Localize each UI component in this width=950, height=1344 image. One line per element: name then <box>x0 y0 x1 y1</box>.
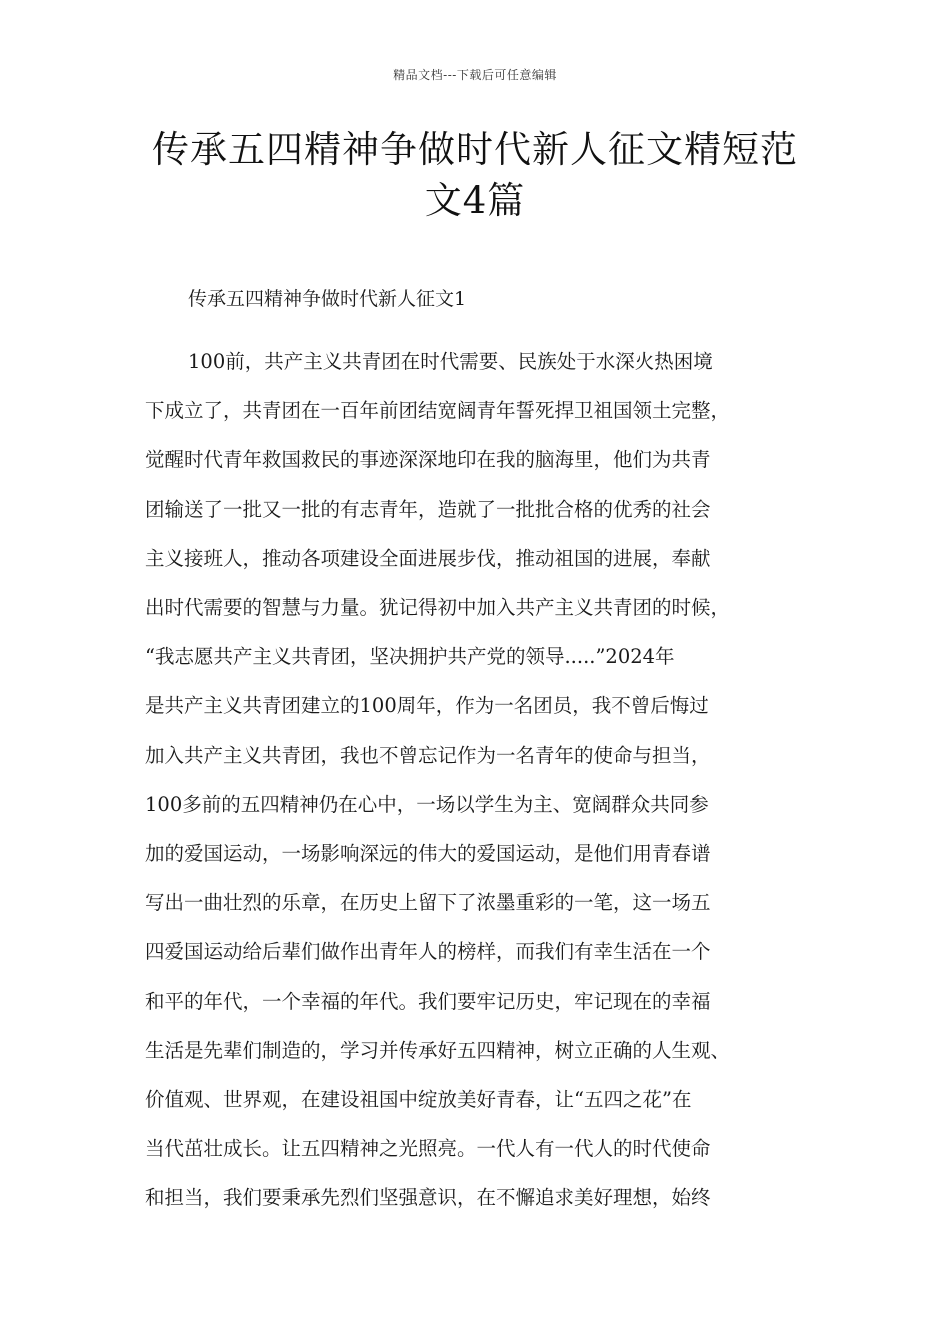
paragraph-line: 和担当，我们要秉承先烈们坚强意识，在不懈追求美好理想，始终 <box>145 1186 711 1210</box>
paragraph-line: 写出一曲壮烈的乐章，在历史上留下了浓墨重彩的一笔，这一场五 <box>145 891 711 915</box>
paragraph-line: 出时代需要的智慧与力量。犹记得初中加入共产主义共青团的时候， <box>145 596 731 620</box>
paragraph-line: 四爱国运动给后辈们做作出青年人的榜样，而我们有幸生活在一个 <box>145 940 711 964</box>
section-title: 传承五四精神争做时代新人征文1 <box>188 288 467 310</box>
paragraph-line: 是共产主义共青团建立的100周年，作为一名团员，我不曾后悔过 <box>145 694 709 718</box>
paragraph-line: 团输送了一批又一批的有志青年，造就了一批批合格的优秀的社会 <box>145 497 711 521</box>
paragraph-line: 价值观、世界观，在建设祖国中绽放美好青春，让“五四之花”在 <box>145 1088 692 1112</box>
paragraph-line: 100多前的五四精神仍在心中，一场以学生为主、宽阔群众共同参 <box>145 792 709 816</box>
paragraph-line: 100前，共产主义共青团在时代需要、民族处于水深火热困境 <box>188 350 713 373</box>
title-line-1: 传承五四精神争做时代新人征文精短范 <box>152 128 798 171</box>
title-line-2: 文4篇 <box>424 179 526 222</box>
paragraph-line: 主义接班人，推动各项建设全面进展步伐，推动祖国的进展，奉献 <box>145 546 711 570</box>
header-note: 精品文档---下载后可任意编辑 <box>393 68 557 82</box>
paragraph-line: “我志愿共产主义共青团，坚决拥护共产党的领导.....”2024年 <box>145 645 675 669</box>
paragraph-line: 加入共产主义共青团，我也不曾忘记作为一名青年的使命与担当， <box>145 743 711 767</box>
document-title <box>120 124 830 226</box>
paragraph-line: 加的爱国运动，一场影响深远的伟大的爱国运动，是他们用青春谱 <box>145 842 711 866</box>
paragraph-line: 生活是先辈们制造的，学习并传承好五四精神，树立正确的人生观、 <box>145 1038 731 1062</box>
paragraph-line: 当代茁壮成长。让五四精神之光照亮。一代人有一代人的时代使命 <box>145 1137 711 1161</box>
body-paragraph <box>145 337 810 1223</box>
paragraph-line: 和平的年代，一个幸福的年代。我们要牢记历史，牢记现在的幸福 <box>145 989 711 1013</box>
paragraph-line: 觉醒时代青年救国救民的事迹深深地印在我的脑海里，他们为共青 <box>145 448 711 472</box>
paragraph-line: 下成立了，共青团在一百年前团结宽阔青年誓死捍卫祖国领土完整， <box>145 399 731 423</box>
